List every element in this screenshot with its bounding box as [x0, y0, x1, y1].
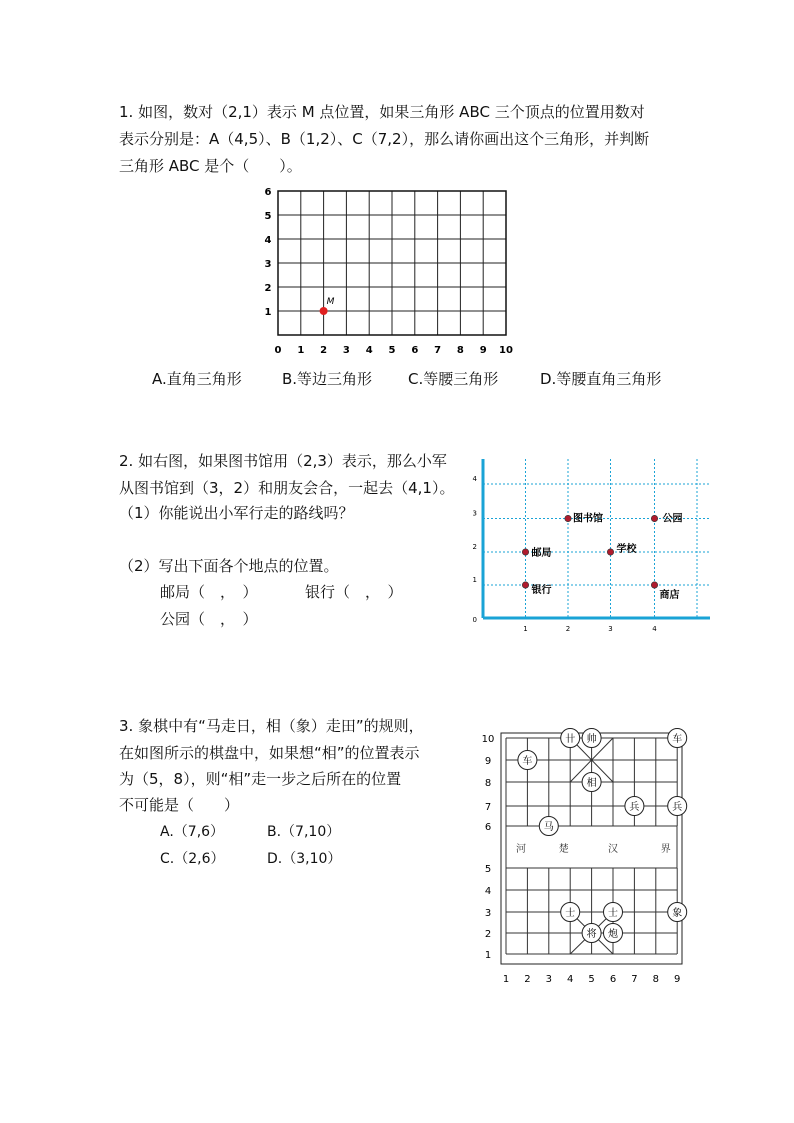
place-label: 邮局: [531, 548, 552, 559]
chess-piece-label: 帅: [586, 734, 597, 745]
x-tick-label: 9: [479, 345, 487, 354]
place-label: 商店: [659, 590, 680, 601]
place-dot: [565, 515, 571, 521]
chess-piece-label: 象: [672, 908, 683, 919]
river-label: 界: [660, 844, 671, 855]
x-tick-label: 3: [342, 345, 350, 354]
col-label: 4: [567, 974, 574, 985]
x-tick-label: 2: [320, 345, 328, 354]
row-label: 8: [484, 778, 492, 789]
x-tick-label: 4: [365, 345, 373, 354]
y-tick-label: 6: [264, 187, 272, 198]
chess-piece-label: 车: [522, 756, 533, 767]
place-dot: [651, 515, 657, 521]
chess-board: [470, 722, 695, 990]
place-label: 图书馆: [573, 513, 603, 525]
chess-piece-label: 炮: [608, 929, 618, 940]
chess-piece-label: 士: [608, 908, 618, 919]
q2-fill-post-office: 邮局（ ， ）: [160, 583, 258, 601]
map-y-tick: 4: [472, 475, 477, 483]
map-x-tick: 3: [608, 625, 613, 633]
q1-text-line3: 三角形 ABC 是个（ ）。: [119, 157, 302, 175]
q3-option-c: C.（2,6）: [160, 851, 225, 867]
q1-option-b: B.等边三角形: [282, 370, 373, 388]
q1-option-d: D.等腰直角三角形: [540, 370, 662, 388]
q3-option-b: B.（7,10）: [267, 824, 341, 840]
row-label: 9: [484, 756, 492, 767]
q2-sub-question-2: （2）写出下面各个地点的位置。: [119, 557, 339, 575]
chess-piece-label: 兵: [672, 802, 683, 813]
map-y-tick: 3: [472, 509, 477, 518]
col-label: 7: [631, 974, 638, 985]
y-tick-label: 3: [264, 259, 272, 270]
col-label: 3: [545, 974, 552, 985]
y-tick-label: 4: [264, 235, 272, 246]
map-x-tick: 4: [652, 625, 657, 633]
q3-text-line4: 不可能是（ ）: [119, 796, 240, 814]
x-tick-label: 7: [434, 345, 442, 354]
chess-piece-label: 相: [586, 778, 597, 789]
x-tick-label: 8: [456, 345, 464, 354]
row-label: 1: [484, 950, 492, 961]
place-label: 公园: [662, 513, 683, 525]
point-m-label: M: [326, 297, 335, 307]
river-label: 汉: [608, 844, 618, 855]
place-label: 银行: [531, 585, 552, 596]
q2-text-line1: 2. 如右图，如果图书馆用（2,3）表示，那么小军: [119, 452, 447, 470]
river-label: 河: [516, 844, 526, 855]
col-label: 8: [652, 974, 659, 985]
chess-piece-label: 士: [565, 908, 576, 919]
q2-fill-bank: 银行（ ， ）: [305, 583, 403, 601]
coordinate-grid: [255, 182, 520, 354]
row-label: 10: [481, 734, 495, 745]
y-tick-label: 2: [264, 283, 272, 294]
map-y-tick: 2: [472, 543, 477, 551]
map-y-tick: 0: [472, 616, 477, 624]
q3-text-line3: 为（5，8），则“相”走一步之后所在的位置: [119, 770, 402, 788]
chess-piece-label: 兵: [629, 802, 640, 813]
y-tick-label: 5: [264, 211, 272, 222]
x-tick-label: 10: [499, 345, 513, 354]
q2-sub-question-1: （1）你能说出小军行走的路线吗？: [119, 504, 354, 522]
q3-text-line2: 在如图所示的棋盘中，如果想“相”的位置表示: [119, 744, 420, 762]
river-label: 楚: [558, 844, 569, 855]
row-label: 3: [484, 908, 492, 919]
q3-option-d: D.（3,10）: [267, 851, 342, 867]
chess-piece-label: 车: [672, 734, 683, 745]
location-map: [465, 455, 715, 633]
q1-option-c: C.等腰三角形: [408, 370, 499, 388]
chess-piece-label: 马: [543, 822, 554, 833]
x-tick-label: 0: [274, 345, 282, 354]
x-tick-label: 6: [411, 345, 419, 354]
col-label: 9: [674, 974, 681, 985]
x-tick-label: 5: [388, 345, 396, 354]
map-x-tick: 2: [565, 625, 571, 633]
place-dot: [607, 549, 613, 555]
col-label: 6: [609, 974, 617, 985]
chess-piece-label: 卄: [565, 734, 576, 745]
row-label: 5: [484, 864, 492, 875]
q1-text-line2: 表示分别是：A（4,5）、B（1,2）、C（7,2），那么请你画出这个三角形，并判断: [119, 130, 650, 148]
place-dot: [522, 549, 528, 555]
row-label: 6: [484, 822, 492, 833]
chess-piece-label: 将: [586, 929, 597, 940]
col-label: 1: [502, 974, 510, 985]
q1-text-line1: 1. 如图，数对（2,1）表示 M 点位置，如果三角形 ABC 三个顶点的位置用数对: [119, 103, 645, 121]
q3-option-a: A.（7,6）: [160, 824, 225, 840]
row-label: 7: [484, 802, 492, 813]
q1-option-a: A.直角三角形: [152, 370, 242, 388]
y-tick-label: 1: [264, 307, 272, 318]
place-dot: [522, 582, 528, 588]
q3-text-line1: 3. 象棋中有“马走日，相（象）走田”的规则，: [119, 717, 424, 735]
col-label: 5: [588, 974, 595, 985]
map-x-tick: 1: [523, 625, 528, 633]
row-label: 2: [484, 929, 492, 940]
q2-text-line2: 从图书馆到（3，2）和朋友会合，一起去（4,1）。: [119, 479, 455, 497]
map-y-tick: 1: [472, 576, 477, 584]
col-label: 2: [524, 974, 531, 985]
point-m: [320, 307, 328, 315]
x-tick-label: 1: [297, 345, 305, 354]
q2-fill-park: 公园（ ， ）: [160, 610, 258, 628]
place-dot: [651, 582, 657, 588]
place-label: 学校: [616, 544, 637, 555]
row-label: 4: [484, 886, 492, 897]
